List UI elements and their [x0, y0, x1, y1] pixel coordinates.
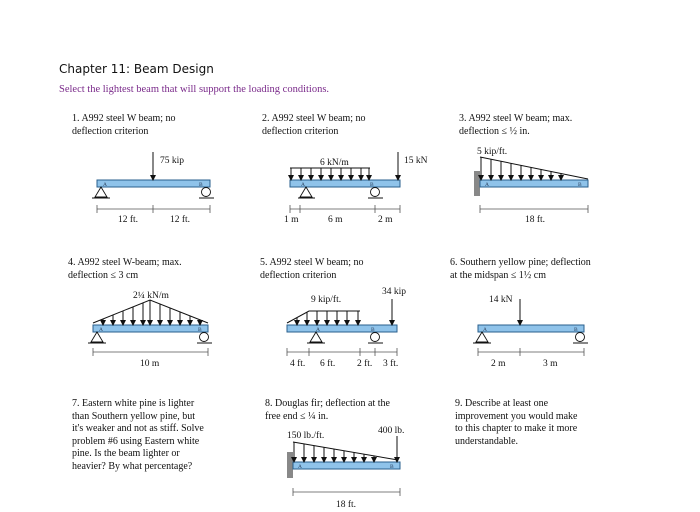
end-label-a: A: [316, 327, 320, 333]
dist-load-label: 9 kip/ft.: [311, 295, 342, 305]
point-load-label: 34 kip: [382, 287, 407, 297]
dim-label: 1 m: [284, 215, 299, 225]
beam: [478, 325, 584, 332]
problem-5-text: 5. A992 steel W beam; no deflection criterion: [260, 257, 364, 281]
beam: [293, 462, 400, 469]
distributed-load-top: [480, 157, 588, 179]
point-load-label: 14 kN: [489, 295, 513, 305]
end-label-a: A: [483, 327, 487, 333]
dim-label: 2 m: [491, 359, 506, 369]
diagram-3: [474, 146, 588, 225]
fixed-wall: [474, 171, 480, 196]
problem-7-text: 7. Eastern white pine is lighter than Southern yellow pine, but it's weaker and not as stiff. Solve problem #6 using Eastern white pine. Is the beam lighter or heavier? By what percentage?: [72, 398, 204, 472]
dist-load-label: 5 kip/ft.: [477, 147, 508, 157]
diagram-1: [92, 152, 214, 225]
beam: [290, 180, 400, 187]
point-load-label: 15 kN: [404, 156, 428, 166]
dist-load-label: 150 lb./ft.: [287, 431, 325, 441]
end-label-b: B: [574, 327, 578, 333]
dist-load-label: 2¼ kN/m: [133, 291, 169, 301]
roller-support: [200, 333, 209, 342]
end-label-a: A: [485, 182, 489, 188]
beam: [97, 180, 210, 187]
dim-label: 4 ft.: [290, 359, 306, 369]
beam: [93, 325, 208, 332]
problem-8-text: 8. Douglas fir; deflection at the free end ≤ ¼ in.: [265, 398, 390, 422]
end-label-a: A: [99, 327, 103, 333]
instructions: Select the lightest beam that will support the loading conditions.: [59, 84, 330, 95]
end-label-b: B: [198, 327, 202, 333]
end-label-a: A: [301, 182, 305, 188]
dim-label: 3 m: [543, 359, 558, 369]
dim-label: 18 ft.: [525, 215, 546, 225]
problem-2-text: 2. A992 steel W beam; no deflection criterion: [262, 113, 366, 137]
end-label-b: B: [371, 327, 375, 333]
dim-label: 12 ft.: [118, 215, 139, 225]
end-label-a: A: [298, 464, 302, 470]
problem-6-text: 6. Southern yellow pine; deflection at the midspan ≤ 1½ cm: [450, 257, 591, 281]
end-label-b: B: [199, 182, 203, 188]
dist-load-label: 6 kN/m: [320, 158, 349, 168]
roller-support: [371, 333, 380, 342]
end-label-a: A: [103, 182, 107, 188]
diagram-5: [287, 287, 406, 369]
end-label-b: B: [578, 182, 582, 188]
roller-support: [576, 333, 585, 342]
pin-support: [91, 332, 103, 342]
pin-support: [476, 332, 488, 342]
diagram-4: [88, 291, 212, 369]
problem-3-text: 3. A992 steel W beam; max. deflection ≤ ½ in.: [459, 113, 573, 137]
dim-label: 2 m: [378, 215, 393, 225]
beam: [480, 180, 588, 187]
dim-label: 10 m: [140, 359, 160, 369]
diagram-2: [284, 152, 428, 225]
beam: [287, 325, 397, 332]
roller-support: [202, 188, 211, 197]
end-label-b: B: [390, 464, 394, 470]
dim-label: 18 ft.: [336, 500, 357, 510]
end-label-b: B: [370, 182, 374, 188]
chapter-title: Chapter 11: Beam Design: [59, 62, 214, 76]
problem-1-text: 1. A992 steel W beam; no deflection criterion: [72, 113, 176, 137]
problem-4-text: 4. A992 steel W-beam; max. deflection ≤ 3 cm: [68, 257, 182, 281]
pin-support: [95, 187, 107, 197]
roller-support: [371, 188, 380, 197]
dim-label: 6 ft.: [320, 359, 336, 369]
diagram-6: [473, 295, 588, 369]
distributed-load-top: [293, 442, 398, 460]
pin-support: [300, 187, 312, 197]
load-label: 75 kip: [160, 156, 185, 166]
problem-9-text: 9. Describe at least one improvement you would make to this chapter to make it more understandable.: [455, 398, 578, 447]
point-load-label: 400 lb.: [378, 426, 405, 436]
pin-support: [310, 332, 322, 342]
fixed-wall: [287, 452, 293, 478]
dim-label: 3 ft.: [383, 359, 399, 369]
distributed-load-top: [287, 311, 360, 323]
dim-label: 6 m: [328, 215, 343, 225]
diagram-8: [287, 426, 404, 510]
dim-label: 12 ft.: [170, 215, 191, 225]
dim-label: 2 ft.: [357, 359, 373, 369]
